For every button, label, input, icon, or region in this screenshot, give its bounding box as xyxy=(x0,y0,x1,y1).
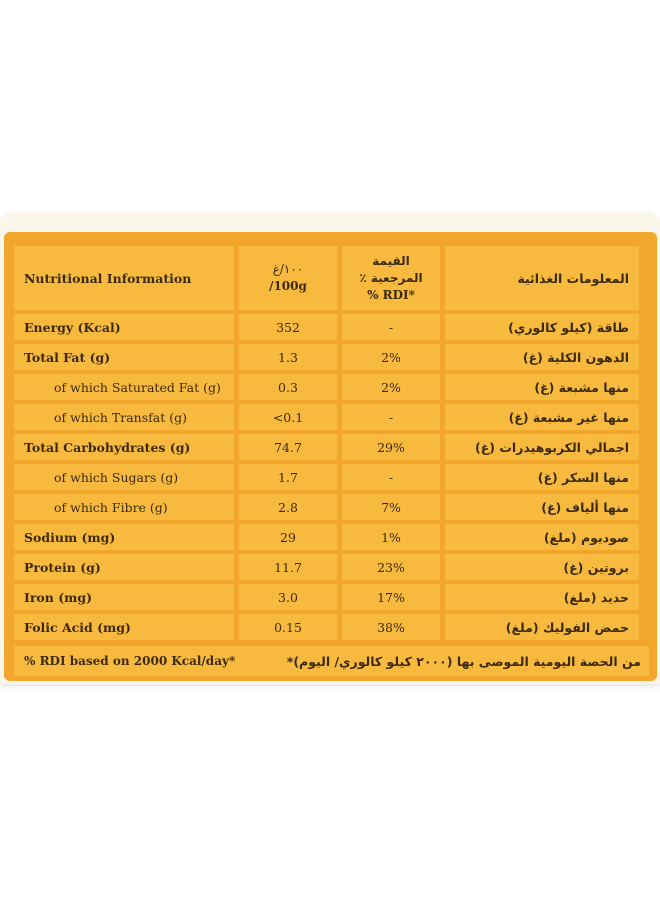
footnote-en: % RDI based on 2000 Kcal/day* xyxy=(24,654,236,668)
nutrient-rdi: 38% xyxy=(342,614,440,640)
nutrient-rdi: 23% xyxy=(342,554,440,580)
nutrient-rdi: - xyxy=(342,464,440,490)
nutrition-table xyxy=(9,242,644,644)
nutrient-rdi: - xyxy=(342,404,440,430)
header-title-ar: المعلومات الغذائية xyxy=(445,246,639,310)
nutrient-name-en: Total Fat (g) xyxy=(14,344,234,370)
nutrient-name-ar: طاقة (كيلو كالوري) xyxy=(445,314,639,340)
nutrient-value: 29 xyxy=(239,524,337,550)
nutrient-name-en: of which Transfat (g) xyxy=(14,404,234,430)
table-row xyxy=(14,584,639,610)
nutrient-value: 0.3 xyxy=(239,374,337,400)
table-header-row xyxy=(14,246,639,310)
header-rdi-en: % RDI* xyxy=(367,287,415,302)
table-row xyxy=(14,494,639,520)
table-row xyxy=(14,524,639,550)
header-per-ar: ١٠٠/غ xyxy=(272,262,304,276)
table-row xyxy=(14,464,639,490)
nutrient-value: 0.15 xyxy=(239,614,337,640)
nutrient-value: 352 xyxy=(239,314,337,340)
nutrient-name-en: of which Fibre (g) xyxy=(14,494,234,520)
header-rdi-ar-1: القيمة xyxy=(372,253,410,268)
header-per-100g xyxy=(239,246,337,310)
nutrient-name-en: Total Carbohydrates (g) xyxy=(14,434,234,460)
nutrition-panel xyxy=(4,232,657,681)
nutrient-name-ar: اجمالي الكربوهيدرات (غ) xyxy=(445,434,639,460)
nutrient-name-ar: الدهون الكلية (غ) xyxy=(445,344,639,370)
nutrient-value: 1.7 xyxy=(239,464,337,490)
table-row xyxy=(14,314,639,340)
table-row xyxy=(14,404,639,430)
header-rdi xyxy=(342,246,440,310)
nutrient-name-ar: حديد (ملغ) xyxy=(445,584,639,610)
nutrient-name-ar: صوديوم (ملغ) xyxy=(445,524,639,550)
table-row xyxy=(14,434,639,460)
header-per-en: /100g xyxy=(269,279,307,293)
nutrient-name-ar: منها مشبعة (غ) xyxy=(445,374,639,400)
rdi-footnote xyxy=(14,646,649,676)
nutrient-name-en: of which Sugars (g) xyxy=(14,464,234,490)
nutrient-name-en: Protein (g) xyxy=(14,554,234,580)
nutrient-rdi: - xyxy=(342,314,440,340)
nutrient-rdi: 17% xyxy=(342,584,440,610)
nutrient-name-ar: منها غير مشبعة (غ) xyxy=(445,404,639,430)
nutrient-name-ar: منها السكر (غ) xyxy=(445,464,639,490)
nutrient-value: 2.8 xyxy=(239,494,337,520)
nutrient-name-ar: منها ألياف (غ) xyxy=(445,494,639,520)
nutrient-rdi: 2% xyxy=(342,374,440,400)
nutrient-name-en: Sodium (mg) xyxy=(14,524,234,550)
nutrient-name-en: Energy (Kcal) xyxy=(14,314,234,340)
table-row xyxy=(14,554,639,580)
nutrient-name-en: Folic Acid (mg) xyxy=(14,614,234,640)
nutrient-value: 3.0 xyxy=(239,584,337,610)
nutrient-value: 74.7 xyxy=(239,434,337,460)
header-rdi-ar-2: المرجعية ٪ xyxy=(359,270,423,285)
nutrient-name-en: Iron (mg) xyxy=(14,584,234,610)
nutrient-value: 1.3 xyxy=(239,344,337,370)
nutrient-rdi: 2% xyxy=(342,344,440,370)
footnote-ar: من الحصة اليومية الموصى بها (٢٠٠٠ كيلو كالوري/ اليوم)* xyxy=(286,653,641,669)
table-row xyxy=(14,344,639,370)
header-title-en: Nutritional Information xyxy=(14,246,234,310)
nutrient-value: <0.1 xyxy=(239,404,337,430)
table-row xyxy=(14,374,639,400)
nutrient-name-ar: بروتين (غ) xyxy=(445,554,639,580)
nutrient-name-ar: حمض الفوليك (ملغ) xyxy=(445,614,639,640)
nutrient-rdi: 7% xyxy=(342,494,440,520)
nutrient-rdi: 1% xyxy=(342,524,440,550)
nutrient-name-en: of which Saturated Fat (g) xyxy=(14,374,234,400)
table-row xyxy=(14,614,639,640)
nutrient-rdi: 29% xyxy=(342,434,440,460)
nutrient-value: 11.7 xyxy=(239,554,337,580)
